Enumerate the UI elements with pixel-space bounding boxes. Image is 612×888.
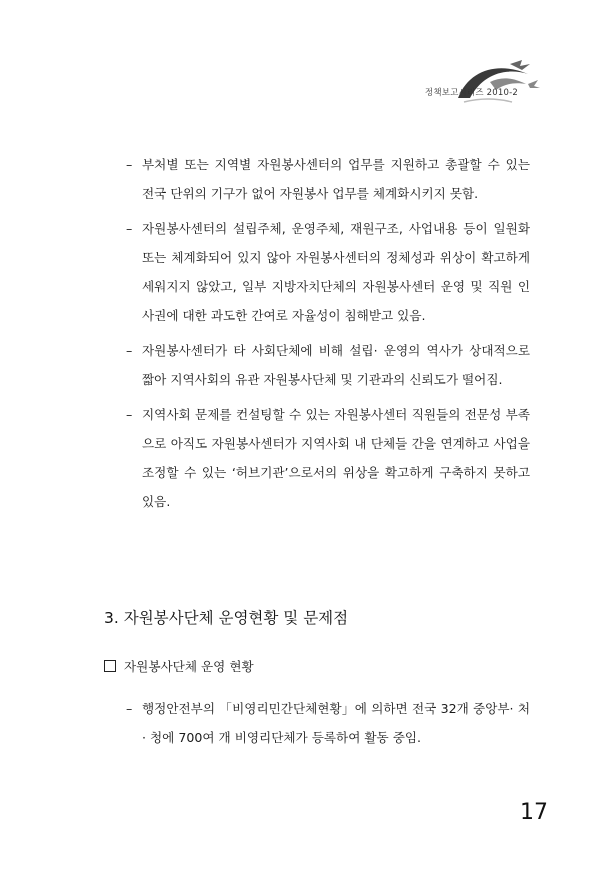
bullet-text: 지역사회 문제를 컨설팅할 수 있는 자원봉사센터 직원들의 전문성 부족으로 아직도 자원봉사센터가 지역사회 내 단체들 간을 연계하고 사업을 조정할 수 있는 ‘허브기관’으로서의 위상을 확고하게 구축하지 못하고 있음. <box>142 407 530 509</box>
bird-logo-icon <box>450 58 542 106</box>
bullet-text: 자원봉사센터의 설립주체, 운영주체, 재원구조, 사업내용 등이 일원화 또는 체계화되어 있지 않아 자원봉사센터의 정체성과 위상이 확고하게 세워지지 않았고, 일부 지방자치단체의 자원봉사센터 운영 및 직원 인사권에 대한 과도한 간여로 자율성이 침해받고 있음. <box>142 221 530 323</box>
bullet-item <box>126 336 530 394</box>
main-content <box>126 150 530 522</box>
bullet-item <box>126 214 530 330</box>
page-number: 17 <box>520 800 548 825</box>
bullet-text: 부처별 또는 지역별 자원봉사센터의 업무를 지원하고 총괄할 수 있는 전국 단위의 기구가 없어 자원봉사 업무를 체계화시키지 못함. <box>142 157 530 201</box>
checkbox-square-icon <box>104 660 116 672</box>
bullet-dash: – <box>126 221 133 236</box>
bullet-dash: – <box>126 343 133 358</box>
bullet-dash: – <box>126 407 133 422</box>
series-label: 정책보고시리즈 2010-2 <box>424 88 518 98</box>
bullet-dash: – <box>126 157 133 172</box>
section-title: 3. 자원봉사단체 운영현황 및 문제점 <box>104 609 349 627</box>
subsection-heading <box>104 656 254 675</box>
bullet-item <box>126 694 530 752</box>
bullet-text: 행정안전부의 「비영리민간단체현황」에 의하면 전국 32개 중앙부· 처· 청에 700여 개 비영리단체가 등록하여 활동 중임. <box>142 701 530 745</box>
bullet-text: 자원봉사센터가 타 사회단체에 비해 설립· 운영의 역사가 상대적으로 짧아 지역사회의 유관 자원봉사단체 및 기관과의 신뢰도가 떨어짐. <box>142 343 530 387</box>
subsection-content <box>126 694 530 758</box>
bullet-dash: – <box>126 701 133 716</box>
bullet-item <box>126 400 530 516</box>
subsection-title: 자원봉사단체 운영 현황 <box>124 659 254 674</box>
bullet-item <box>126 150 530 208</box>
